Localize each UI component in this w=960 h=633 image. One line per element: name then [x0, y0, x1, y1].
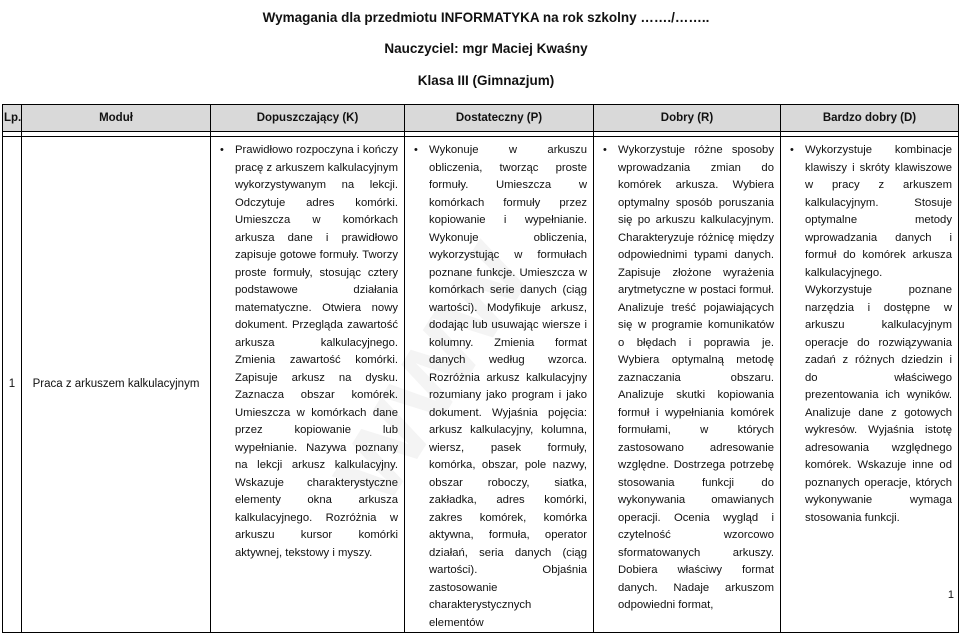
table-header-row	[3, 105, 959, 132]
table-row	[3, 137, 959, 633]
page-number: 1	[947, 589, 954, 601]
bullet-icon: •	[220, 144, 224, 156]
bullet-icon: •	[790, 144, 794, 156]
level-k-text: Prawidłowo rozpoczyna i kończy pracę z arkuszem kalkulacyjnym wykorzystywanym na lekcji. Odczytuje adres komórki. Umieszcza w komórkach arkusza dane i prawidłowo zapisuje gotowe formuły. Tworzy proste formuły, stosując cztery podstawowe działania matematyczne. Otwiera nowy dokument. Przegląda zawartość arkusza kalkulacyjnego. Zmienia zawartość komórki. Zapisuje arkusz na dysku. Zaznacza obszar komórek. Umieszcza w komórkach dane przez kopiowanie lub wypełnianie. Nazywa poznany na lekcji arkusz kalkulacyjny. Wskazuje charakterystyczne elementy okna arkusza kalkulacyjnego. Rozróżnia w arkuszu kursor komórki aktywnej, tekstowy i myszy.	[235, 144, 398, 559]
header-d: Bardzo dobry (D)	[781, 105, 959, 132]
teacher-name: Nauczyciel: mgr Maciej Kwaśny	[384, 41, 588, 56]
requirements-table	[2, 104, 959, 633]
header-r: Dobry (R)	[594, 105, 781, 132]
header-module: Moduł	[22, 105, 211, 132]
class-name: Klasa III (Gimnazjum)	[417, 73, 555, 88]
header-lp: Lp.	[3, 105, 22, 132]
level-d-text: Wykorzystuje kombinacje klawiszy i skróty klawiszowe w pracy z arkuszem kalkulacyjnym. Stosuje optymalne metody wprowadzania danych i formuł do komórek arkusza kalkulacyjnego. Wykorzystuje poznane narzędzia i dostępne w arkuszu kalkulacyjnym operacje do rozwiązywania zadań z różnych dziedzin i do właściwego prezentowania ich wyników. Analizuje dane z gotowych wykresów. Wyjaśnia istotę adresowania względnego komórek. Wskazuje inne od poznanych operacje, których wykonywanie wymaga stosowania funkcji.	[805, 144, 952, 524]
bullet-icon: •	[414, 144, 418, 156]
bullet-icon: •	[603, 144, 607, 156]
row-number: 1	[3, 137, 22, 633]
module-name: Praca z arkuszem kalkulacyjnym	[22, 137, 211, 633]
header-k: Dopuszczający (K)	[211, 105, 405, 132]
level-p-text: Wykonuje w arkuszu obliczenia, tworząc proste formuły. Umieszcza w komórkach formuły przez kopiowanie i wypełnianie. Wykonuje obliczenia, wykorzystując w formułach poznane funkcje. Umieszcza w komórkach serie danych (ciąg wartości). Modyfikuje arkusz, dodając lub usuwając wiersze i kolumny. Zmienia format danych według wzorca. Rozróżnia arkusz kalkulacyjny rozumiany jako program i jako dokument. Wyjaśnia pojęcia: arkusz kalkulacyjny, kolumna, wiersz, pasek formuły, komórka, obszar, pole nazwy, obszar roboczy, siatka, zakładka, adres komórki, zakres komórek, komórka aktywna, formuła, operator działań, seria danych (ciąg wartości). Objaśnia zastosowanie charakterystycznych elementów	[429, 144, 587, 629]
header-p: Dostateczny (P)	[405, 105, 594, 132]
level-d-cell	[781, 137, 959, 633]
level-k-cell	[211, 137, 405, 633]
level-p-cell	[405, 137, 594, 633]
level-r-text: Wykorzystuje różne sposoby wprowadzania zmian do komórek arkusza. Wybiera optymalny sposób poruszania się po arkuszu kalkulacyjnym. Charakteryzuje różnicę między odpowiednimi typami danych. Zapisuje złożone wyrażenia arytmetyczne w postaci formuł. Analizuje treść pojawiających się w programie komunikatów o błędach i poprawia je. Wybiera optymalną metodę zaznaczania obszaru. Analizuje skutki kopiowania formuł i wypełniania komórek formułami, w których zastosowano adresowanie względne. Dostrzega potrzebę stosowania funkcji do wykonywania omawianych operacji. Ocenia wygląd i czytelność wzorcowo sformatowanych arkuszy. Dobiera właściwy format danych. Nadaje arkuszom odpowiedni format,	[618, 144, 774, 611]
document-title: Wymagania dla przedmiotu INFORMATYKA na rok szkolny ……./……..	[262, 10, 710, 25]
level-r-cell	[594, 137, 781, 633]
